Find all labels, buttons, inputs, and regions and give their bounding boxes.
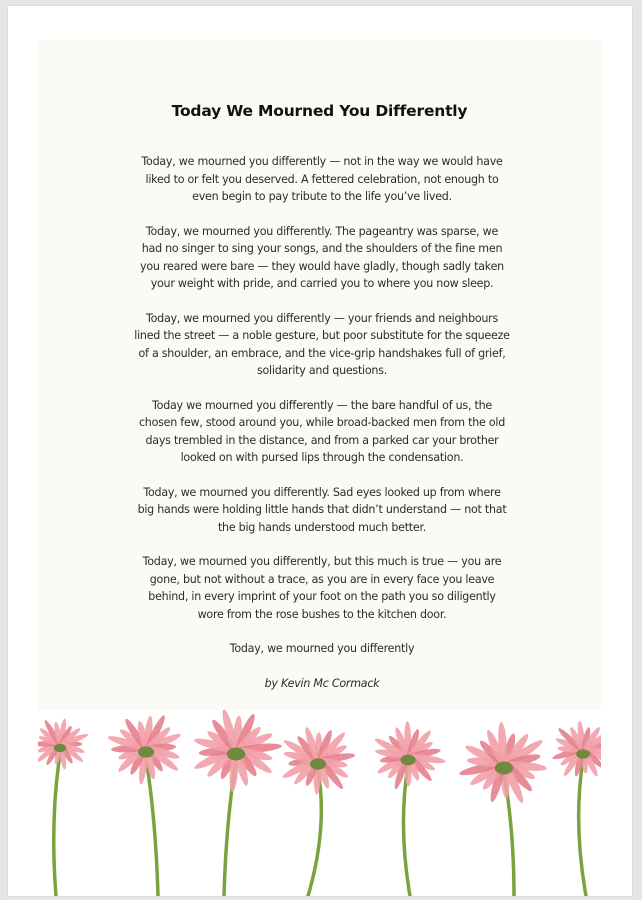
flower	[193, 710, 283, 896]
poem-line: chosen few, stood around you, while broad-backed men from the old	[138, 416, 506, 429]
flower-stem	[54, 754, 60, 896]
flower-center	[54, 744, 66, 752]
poem-line: Today, we mourned you differently, but this much is true — you are	[142, 555, 502, 568]
poem-line: you reared were bare — they would have gladly, though sadly taken	[140, 259, 504, 273]
flower	[552, 721, 601, 896]
poem-line: lined the street — a noble gesture, but poor substitute for the squeeze	[134, 329, 510, 342]
poem-line: your weight with pride, and carried you to where you now sleep.	[150, 277, 494, 290]
poem-line: days trembled in the distance, and from a parked car your brother	[145, 433, 499, 447]
flower	[373, 721, 446, 896]
poem-title: Today We Mourned You Differently	[171, 102, 468, 120]
flower-center	[227, 748, 245, 761]
poem-body	[122, 153, 522, 692]
poem-stanza-5	[122, 484, 522, 537]
poem-line: had no singer to sing your songs, and the shoulders of the fine men	[141, 242, 503, 255]
poem-stanza-3	[122, 310, 522, 380]
poem-line: big hands were holding little hands that didn’t understand — not that	[137, 503, 507, 516]
flower-center	[310, 758, 326, 769]
poem-page	[8, 6, 632, 896]
flower	[38, 718, 89, 896]
poem-line: gone, but not without a trace, as you are in every face you leave	[149, 572, 495, 586]
poem-stanza-1	[122, 153, 522, 206]
poem-stanza-4	[122, 397, 522, 467]
poem-line: solidarity and questions.	[256, 364, 388, 377]
poem-byline: by Kevin Mc Cormack	[264, 676, 380, 690]
poem-stanza-2	[122, 223, 522, 293]
poem-line: Today, we mourned you differently. Sad eyes looked up from where	[143, 485, 501, 499]
flower-center	[400, 755, 415, 766]
flower-stem	[146, 758, 158, 896]
poem-panel	[38, 40, 601, 710]
poem-line: Today, we mourned you differently. The pageantry was sparse, we	[145, 224, 499, 238]
poem-line: the big hands understood much better.	[217, 520, 427, 534]
poem-stanza-6	[122, 553, 522, 623]
flower	[458, 722, 547, 896]
flower-illustration	[38, 710, 601, 896]
poem-line: Today we mourned you differently — the bare handful of us, the	[152, 398, 492, 412]
poem-closing-line: Today, we mourned you differently	[229, 642, 415, 655]
flower-stem	[579, 760, 586, 896]
flower-border-image	[38, 710, 601, 896]
poem-line: of a shoulder, an embrace, and the vice-grip handshakes full of grief,	[138, 346, 506, 360]
poem-line: behind, in every imprint of your foot on the path you so diligently	[148, 590, 496, 603]
flower-center	[138, 746, 154, 757]
poem-line: Today, we mourned you differently — not in the way we would have	[141, 155, 503, 168]
poem-line: even begin to pay tribute to the life you’ve lived.	[192, 190, 452, 203]
poem-line: looked on with pursed lips through the condensation.	[180, 451, 464, 464]
poem-line: wore from the rose bushes to the kitchen door.	[197, 607, 447, 621]
poem-line: Today, we mourned you differently — your friends and neighbours	[145, 311, 499, 325]
flower	[107, 714, 182, 896]
flower	[281, 726, 356, 896]
flower-center	[576, 749, 590, 759]
flower-center	[495, 762, 513, 775]
poem-line: liked to or felt you deserved. A fettered celebration, not enough to	[145, 172, 499, 186]
